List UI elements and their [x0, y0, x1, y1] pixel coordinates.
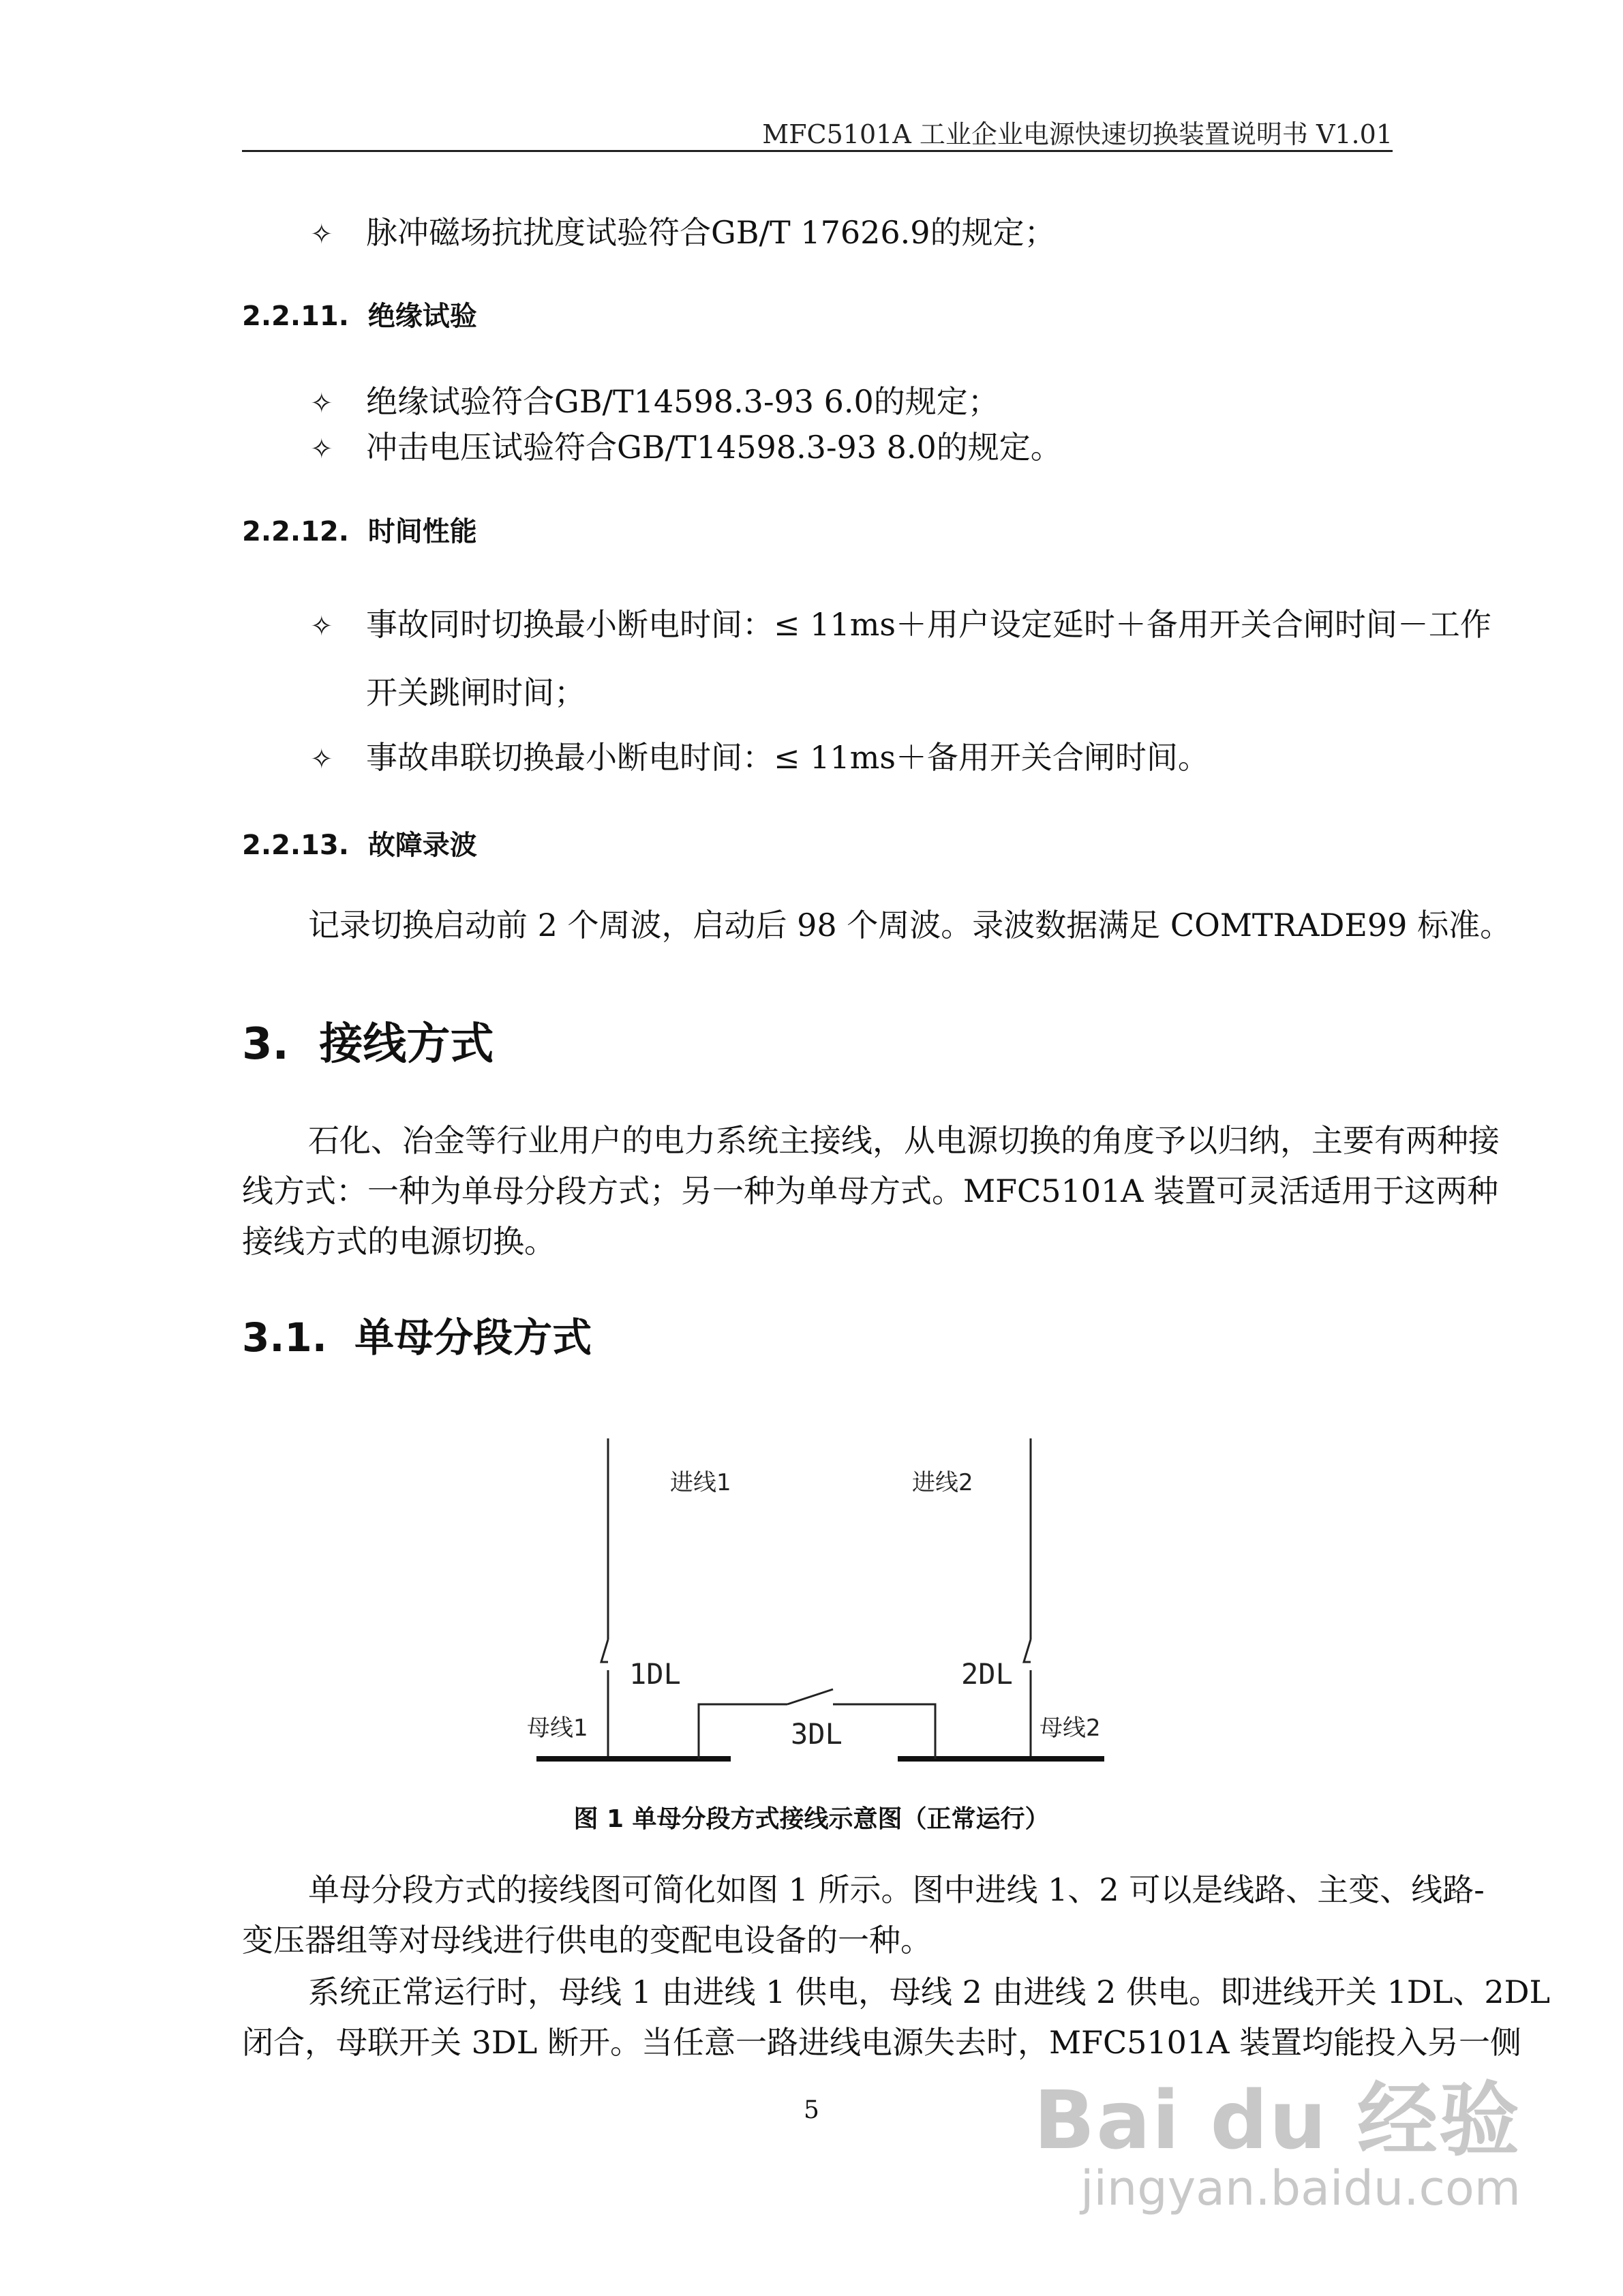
bullet-simultaneous-switch: ✧ 事故同时切换最小断电时间：≤ 11ms＋用户设定延时＋备用开关合闸时间－工作: [310, 606, 1491, 643]
page-number: 5: [804, 2096, 819, 2124]
bullet-diamond-icon: ✧: [310, 388, 333, 419]
header-rule: [242, 150, 1393, 152]
breaker-2dl-symbol: [1024, 1640, 1031, 1662]
section-2-2-13-heading: 2.2.13. 故障录波: [242, 830, 477, 861]
section-3-heading: 3. 接线方式: [242, 1019, 494, 1070]
section-3-1-para2-line2: 闭合，母联开关 3DL 断开。当任意一路进线电源失去时，MFC5101A 装置均能投入另一侧: [242, 2024, 1522, 2061]
bullet-diamond-icon: ✧: [310, 611, 333, 642]
bus-1-label: 母线1: [527, 1715, 588, 1742]
breaker-3dl-open-symbol: [787, 1689, 833, 1704]
section-3-1-heading: 3.1. 单母分段方式: [242, 1314, 592, 1361]
section-3-1-para2-line1: 系统正常运行时，母线 1 由进线 1 供电，母线 2 由进线 2 供电。即进线开关 1DL、2DL: [308, 1974, 1551, 2010]
bullet-serial-switch: ✧ 事故串联切换最小断电时间：≤ 11ms＋备用开关合闸时间。: [310, 739, 1209, 776]
running-header: MFC5101A 工业企业电源快速切换装置说明书 V1.01: [762, 119, 1393, 149]
breaker-1dl-label: 1DL: [629, 1657, 681, 1691]
breaker-3dl-label: 3DL: [791, 1717, 843, 1751]
section-3-para-line1: 石化、冶金等行业用户的电力系统主接线，从电源切换的角度予以归纳，主要有两种接: [308, 1122, 1500, 1159]
incoming-2-label: 进线2: [912, 1469, 973, 1496]
baidu-jingyan-watermark: [1033, 2073, 1521, 2216]
watermark-brand: Bai du 经验: [1033, 2073, 1521, 2167]
bullet-diamond-icon: ✧: [310, 744, 333, 775]
section-3-para-line3: 接线方式的电源切换。: [242, 1223, 556, 1260]
watermark-url: jingyan.baidu.com: [1080, 2160, 1521, 2216]
fault-recording-text: 记录切换启动前 2 个周波，启动后 98 个周波。录波数据满足 COMTRADE99 标准。: [308, 907, 1512, 943]
section-2-2-12-heading: 2.2.12. 时间性能: [242, 516, 477, 547]
bullet-pulse-magnetic: ✧ 脉冲磁场抗扰度试验符合GB/T 17626.9的规定；: [310, 214, 1056, 251]
incoming-1-label: 进线1: [670, 1469, 731, 1496]
breaker-2dl-label: 2DL: [961, 1657, 1013, 1691]
bus-tie-left: [699, 1704, 787, 1759]
bus-2-label: 母线2: [1040, 1715, 1101, 1742]
single-bus-section-diagram: [477, 1418, 1172, 1800]
section-3-1-para1-line2: 变压器组等对母线进行供电的变配电设备的一种。: [242, 1922, 932, 1959]
bullet-diamond-icon: ✧: [310, 434, 333, 465]
figure-1-caption: 图 1 单母分段方式接线示意图（正常运行）: [573, 1805, 1050, 1833]
bullet-simultaneous-switch-cont: 开关跳闸时间；: [366, 674, 586, 711]
bullet-impulse-voltage: ✧ 冲击电压试验符合GB/T14598.3-93 8.0的规定。: [310, 429, 1062, 466]
bullet-insulation-test: ✧ 绝缘试验符合GB/T14598.3-93 6.0的规定；: [310, 383, 999, 420]
section-3-1-para1-line1: 单母分段方式的接线图可简化如图 1 所示。图中进线 1、2 可以是线路、主变、线路-: [308, 1871, 1485, 1908]
section-2-2-11-heading: 2.2.11. 绝缘试验: [242, 301, 477, 332]
breaker-1dl-symbol: [601, 1640, 608, 1662]
bullet-diamond-icon: ✧: [310, 219, 333, 250]
bus-tie-right: [833, 1704, 935, 1759]
section-3-para-line2: 线方式：一种为单母分段方式；另一种为单母方式。MFC5101A 装置可灵活适用于这两种: [242, 1173, 1499, 1209]
